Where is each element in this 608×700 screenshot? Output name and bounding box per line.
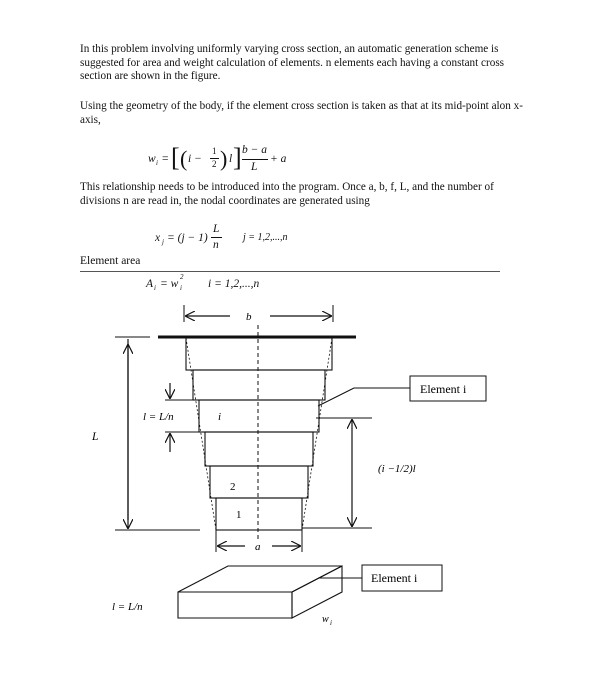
element-block: [193, 370, 325, 400]
block-callout: Element i: [371, 571, 418, 585]
taper-right: [302, 338, 332, 530]
element-i-label: i: [218, 411, 222, 423]
left-paren: (: [180, 146, 188, 171]
right-bracket: ]: [233, 143, 242, 172]
element-block: [199, 400, 319, 432]
geometry-paragraph: Using the geometry of the body, if the element cross section is taken as that at its mid-point alon x-axis,: [80, 100, 523, 126]
node-fraction-denominator: n: [213, 239, 219, 251]
dimension-L: [115, 337, 200, 530]
eq-x-sub: j: [162, 238, 164, 246]
element-2-label: 2: [230, 481, 236, 493]
dimension-b: [184, 305, 333, 322]
dim-L-label: L: [92, 431, 99, 443]
eq-w-l: l: [229, 153, 233, 165]
element-block: [210, 466, 308, 498]
right-paren: ): [220, 146, 228, 171]
node-range: j = 1,2,...,n: [243, 232, 288, 243]
area-range: i = 1,2,...,n: [208, 278, 260, 290]
eq-x-rhs: = (j − 1): [167, 232, 208, 244]
block-w-label: w: [322, 614, 329, 625]
dim-a-label: a: [255, 541, 261, 553]
element-block: [216, 498, 302, 530]
dim-l-label: l = L/n: [143, 411, 174, 423]
half-numerator: 1: [212, 146, 217, 156]
taper-left: [186, 338, 216, 530]
eq-a-rhs: = w: [160, 278, 179, 290]
width-fraction-denominator: L: [251, 161, 258, 173]
element-block: [205, 432, 313, 466]
element-block-3d: [178, 566, 342, 618]
element-block: [186, 338, 332, 370]
dim-b-label: b: [246, 311, 252, 323]
eq-w-tail: + a: [270, 153, 287, 165]
node-fraction-numerator: L: [213, 223, 220, 235]
eq-w-equals: =: [162, 153, 169, 165]
eq-x-lhs: x: [155, 232, 161, 244]
width-fraction-numerator: b − a: [242, 144, 268, 156]
element-i-callout: Element i: [420, 382, 467, 396]
element-area-label: Element area: [80, 255, 141, 267]
half-denominator: 2: [212, 159, 217, 169]
eq-w-term1: i −: [188, 153, 202, 165]
eq-w-lhs: w: [148, 153, 156, 165]
program-paragraph: This relationship needs to be introduced into the program. Once a, b, f, L, and the number of divisions n are read in, the nodal coordinates are generated using: [80, 181, 494, 207]
eq-a-sub: i: [154, 284, 156, 292]
stepped-elements: [186, 338, 332, 530]
left-bracket: [: [171, 143, 180, 172]
element-1-label: 1: [236, 509, 242, 521]
eq-a-sup: 2: [180, 273, 184, 281]
eq-a-sub2: i: [180, 284, 182, 292]
eq-w-sub: i: [156, 159, 158, 167]
block-w-sub: i: [330, 619, 332, 627]
block-l-label: l = L/n: [112, 601, 143, 613]
dim-midpoint-label: (i −1/2)l: [378, 463, 416, 475]
problem-intro-paragraph: In this problem involving uniformly varying cross section, an automatic generation scheme is suggested for area and weight calculation of elements. n elements each having a constant cross section are shown in the figure.: [80, 43, 505, 83]
eq-a-lhs: A: [146, 278, 154, 290]
